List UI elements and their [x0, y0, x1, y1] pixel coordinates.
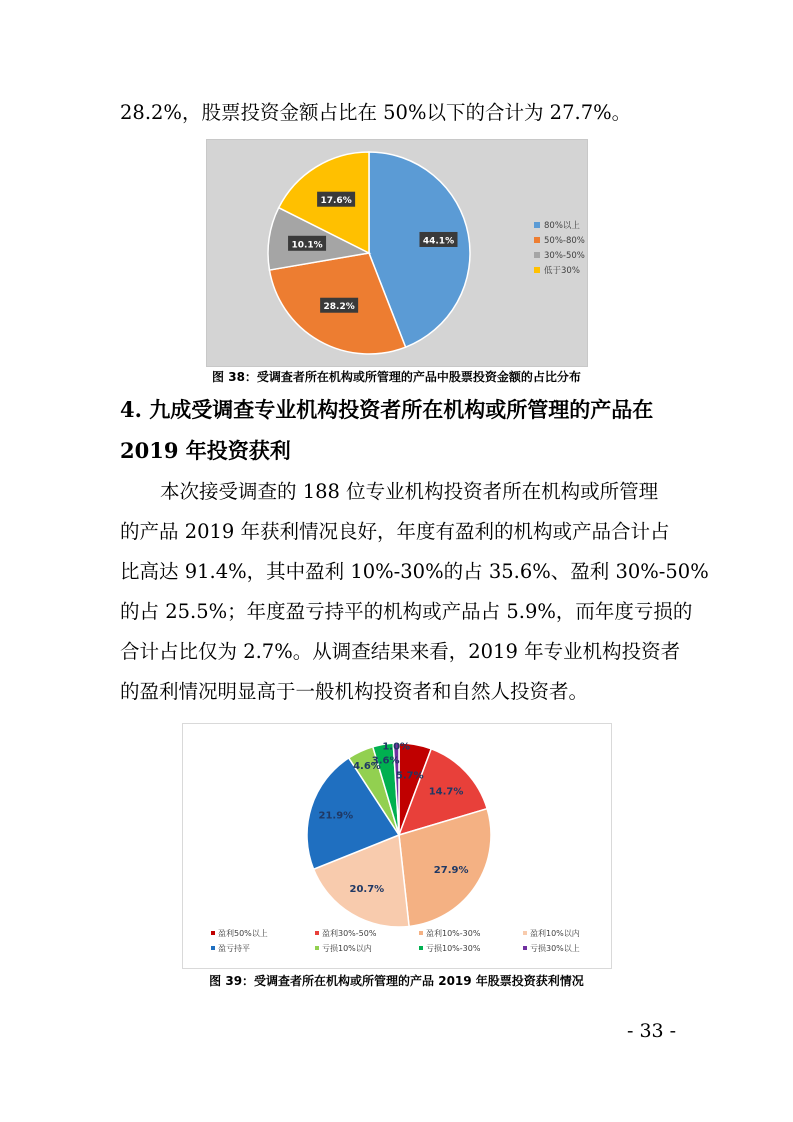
- legend2-swatch-2: [419, 931, 423, 935]
- body-line-1: 本次接受调查的 188 位专业机构投资者所在机构或所管理: [160, 480, 659, 503]
- legend2-label-4: 盈亏持平: [218, 944, 250, 953]
- figure-39-caption: 图 39：受调查者所在机构或所管理的产品 2019 年股票投资获利情况: [209, 974, 584, 988]
- legend2-swatch-4: [211, 946, 215, 950]
- legend2-label-3: 盈利10%以内: [530, 929, 580, 938]
- legend2-swatch-1: [315, 931, 319, 935]
- figure-38-caption: 图 38：受调查者所在机构或所管理的产品中股票投资金额的占比分布: [212, 370, 581, 384]
- legend-label-3: 低于30%: [544, 266, 580, 276]
- paragraph-line-top: 28.2%，股票投资金额占比在 50%以下的合计为 27.7%。: [120, 101, 632, 124]
- body-line-6: 的盈利情况明显高于一般机构投资者和自然人投资者。: [120, 680, 589, 703]
- body-line-3: 比高达 91.4%，其中盈利 10%-30%的占 35.6%、盈利 30%-50%: [120, 560, 709, 583]
- value-label-5: 4.6%: [353, 761, 381, 773]
- value-label-0: 5.7%: [395, 770, 424, 782]
- pie-chart-stock-allocation: [206, 139, 588, 367]
- legend-swatch-2: [534, 252, 540, 258]
- legend2-swatch-6: [419, 946, 423, 950]
- legend2-label-6: 亏损10%-30%: [426, 944, 481, 953]
- pie1-slices: [268, 152, 470, 354]
- pie2-legend: [211, 928, 580, 953]
- pie1-legend: [534, 220, 585, 276]
- page-number: - 33 -: [627, 1020, 677, 1042]
- value-label-1: 14.7%: [428, 786, 464, 798]
- legend2-label-1: 盈利30%-50%: [322, 929, 377, 938]
- value-label-3: 20.7%: [349, 884, 385, 896]
- legend2-swatch-5: [315, 946, 319, 950]
- section-heading-line1: 4. 九成受调查专业机构投资者所在机构或所管理的产品在: [120, 397, 654, 422]
- value-label-1: 28.2%: [323, 302, 355, 313]
- pie-chart-profit-2019: [182, 723, 612, 969]
- section-heading-line2: 2019 年投资获利: [120, 438, 291, 463]
- legend-label-2: 30%-50%: [544, 251, 585, 261]
- body-line-5: 合计占比仅为 2.7%。从调查结果来看，2019 年专业机构投资者: [120, 640, 681, 663]
- legend-swatch-3: [534, 267, 540, 273]
- value-label-4: 21.9%: [318, 810, 354, 822]
- body-line-2: 的产品 2019 年获利情况良好，年度有盈利的机构或产品合计占: [120, 520, 670, 543]
- legend2-label-5: 亏损10%以内: [322, 944, 372, 953]
- legend-label-1: 50%-80%: [544, 236, 585, 246]
- legend-swatch-0: [534, 222, 540, 228]
- value-label-0: 44.1%: [422, 236, 455, 247]
- body-line-4: 的占 25.5%；年度盈亏持平的机构或产品占 5.9%，而年度亏损的: [120, 600, 693, 623]
- value-label-7: 1.0%: [382, 741, 411, 753]
- legend2-label-2: 盈利10%-30%: [426, 929, 481, 938]
- legend2-swatch-0: [211, 931, 215, 935]
- value-label-3: 17.6%: [320, 196, 352, 207]
- legend-swatch-1: [534, 237, 540, 243]
- legend2-swatch-3: [523, 931, 527, 935]
- value-label-2: 10.1%: [291, 240, 323, 251]
- legend-label-0: 80%以上: [544, 221, 580, 231]
- legend2-swatch-7: [523, 946, 527, 950]
- legend2-label-0: 盈利50%以上: [218, 929, 268, 938]
- legend2-label-7: 亏损30%以上: [530, 944, 580, 953]
- value-label-6: 3.6%: [371, 755, 400, 767]
- value-label-2: 27.9%: [433, 865, 469, 877]
